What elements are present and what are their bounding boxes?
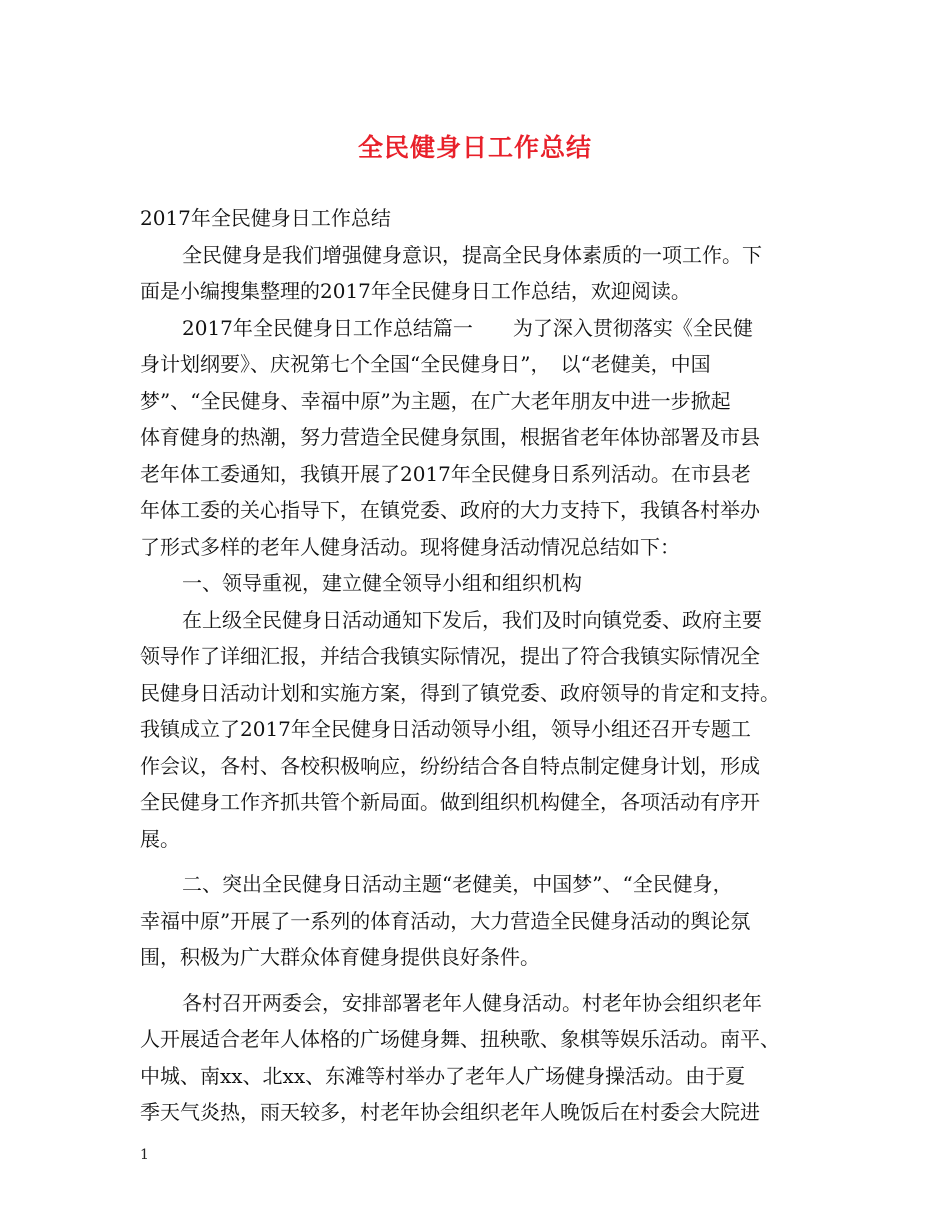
text-line: 各村召开两委会，安排部署老年人健身活动。村老年协会组织老年 xyxy=(182,990,762,1015)
text-line: 体育健身的热潮，努力营造全民健身氛围，根据省老年体协部署及市县 xyxy=(140,425,760,449)
section-heading: 二、突出全民健身日活动主题“老健美，中国梦”、“全民健身， xyxy=(182,872,733,896)
text-line: 幸福中原”开展了一系列的体育活动，大力营造全民健身活动的舆论氛 xyxy=(140,908,751,933)
text-line: 中城、南xx、北xx、东滩等村举办了老年人广场健身操活动。由于夏 xyxy=(140,1063,746,1088)
text-line: 季天气炎热，雨天较多，村老年协会组织老年人晚饭后在村委会大院进 xyxy=(140,1100,760,1124)
text-line: 展。 xyxy=(140,826,180,851)
text-line: 在上级全民健身日活动通知下发后，我们及时向镇党委、政府主要 xyxy=(182,607,762,632)
document-title: 全民健身日工作总结 xyxy=(357,133,592,162)
section-heading: 一、领导重视，建立健全领导小组和组织机构 xyxy=(182,571,582,595)
page-number: 1 xyxy=(140,1147,149,1163)
document-body xyxy=(140,200,820,1131)
text-line: 梦”、“全民健身、幸福中原”为主题，在广大老年朋友中进一步掀起 xyxy=(140,388,731,413)
text-line: 了形式多样的老年人健身活动。现将健身活动情况总结如下： xyxy=(140,534,680,559)
text-line: 领导作了详细汇报，并结合我镇实际情况，提出了符合我镇实际情况全 xyxy=(140,644,760,668)
text-line: 身计划纲要》、庆祝第七个全国“全民健身日”， 以“老健美，中国 xyxy=(140,352,711,376)
text-line: 全民健身工作齐抓共管个新局面。做到组织机构健全，各项活动有序开 xyxy=(140,790,760,814)
text-line: 2017年全民健身日工作总结篇一 为了深入贯彻落实《全民健 xyxy=(182,315,753,340)
text-line: 面是小编搜集整理的2017年全民健身日工作总结，欢迎阅读。 xyxy=(140,279,691,303)
text-line: 围，积极为广大群众体育健身提供良好条件。 xyxy=(140,945,540,969)
text-line: 年体工委的关心指导下，在镇党委、政府的大力支持下，我镇各村举办 xyxy=(140,498,760,522)
text-line: 全民健身是我们增强健身意识，提高全民身体素质的一项工作。下 xyxy=(182,242,762,267)
text-line: 老年体工委通知，我镇开展了2017年全民健身日系列活动。在市县老 xyxy=(140,461,751,486)
text-line: 作会议，各村、各校积极响应，纷纷结合各自特点制定健身计划，形成 xyxy=(140,753,760,778)
text-line: 2017年全民健身日工作总结 xyxy=(140,206,391,230)
text-line: 人开展适合老年人体格的广场健身舞、扭秧歌、象棋等娱乐活动。南平、 xyxy=(140,1027,780,1051)
text-line: 民健身日活动计划和实施方案，得到了镇党委、政府领导的肯定和支持。 xyxy=(140,680,780,705)
text-line: 我镇成立了2017年全民健身日活动领导小组，领导小组还召开专题工 xyxy=(140,717,751,741)
